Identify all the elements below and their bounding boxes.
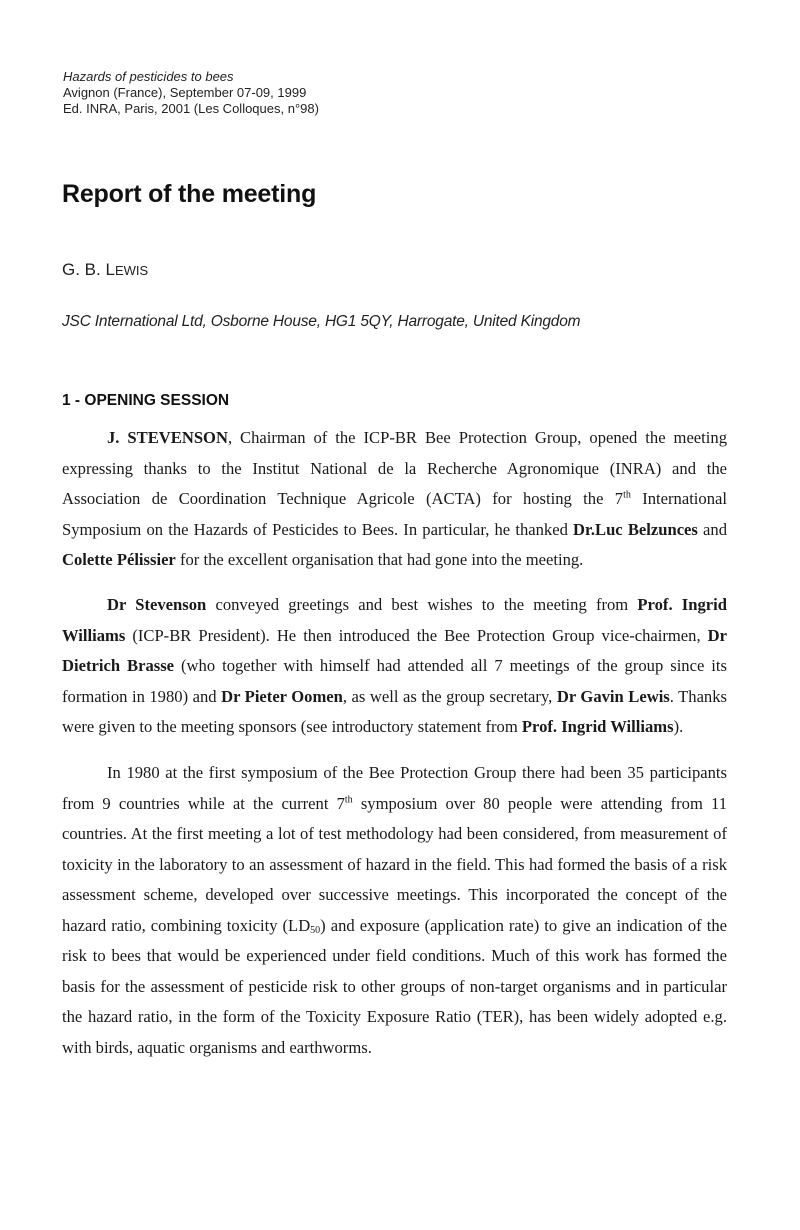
paragraph-text [62, 590, 727, 743]
emphasized-name: Dr Stevenson [107, 595, 207, 614]
series-title: Hazards of pesticides to bees [63, 69, 234, 84]
emphasized-name: Prof. Ingrid Williams [62, 595, 727, 645]
emphasized-name: Dr Dietrich Brasse [62, 625, 727, 675]
emphasized-name: Dr.Luc Belzunces [573, 519, 698, 539]
body-paragraph-1 [62, 423, 727, 576]
text-run: ). [673, 717, 684, 736]
emphasized-name: Colette Pélissier [62, 550, 176, 569]
author-surname-initial: L [105, 260, 115, 279]
article-title: Report of the meeting [62, 180, 317, 208]
superscript: th [344, 793, 353, 805]
author-initials: G. B. [62, 260, 106, 279]
text-run: for the excellent organisation that had gone into the meeting. [175, 550, 584, 569]
text-run: , as well as the group secretary, [342, 686, 557, 706]
body-paragraph-3 [62, 758, 727, 1063]
text-run: (ICP-BR President). He then introduced the Bee Protection Group vice-chairmen, [125, 625, 708, 645]
text-run: and [697, 519, 728, 539]
text-run: International Symposium on the Hazards of Pesticides to Bees. In particular, he thanked [62, 489, 727, 539]
paragraph-text [62, 758, 727, 1063]
text-run: , Chairman of the ICP-BR Bee Protection Group, opened the meeting expressing thanks to the Institut National de la Recherche Agronomique (INRA) and the Association de Coordination Technique Agricole (ACTA) for hosting the 7 [62, 428, 727, 508]
superscript: th [623, 489, 631, 501]
text-run: In 1980 at the first symposium of the Bee Protection Group there had been 35 participants from 9 countries while at the current 7 [62, 763, 727, 813]
edition-line: Ed. INRA, Paris, 2001 (Les Colloques, n°98) [63, 101, 319, 116]
venue-line: Avignon (France), September 07-09, 1999 [63, 85, 307, 100]
section-heading: 1 - OPENING SESSION [62, 392, 230, 409]
text-run: ) and exposure (application rate) to give an indication of the risk to bees that would be experienced under field conditions. Much of this work has formed the basis for the assessment of pesticide risk to other groups of non-target organisms and in particular the hazard ratio, in the form of the Toxicity Exposure Ratio (TER), has been widely adopted e.g. with birds, aquatic organisms and earthworms. [62, 915, 727, 1057]
author-surname-rest: EWIS [114, 263, 149, 278]
subscript: 50 [310, 924, 321, 936]
emphasized-name: J. STEVENSON [107, 428, 228, 447]
text-run: . Thanks were given to the meeting sponsors (see introductory statement from [62, 686, 727, 736]
paragraph-text [62, 423, 727, 576]
text-run: symposium over 80 people were attending from 11 countries. At the first meeting a lot of test methodology had been considered, from measurement of toxicity in the laboratory to an assessment of hazard in the field. This had formed the basis of a risk assessment scheme, developed over successive meetings. This incorporated the concept of the hazard ratio, combining toxicity (LD [62, 793, 727, 935]
emphasized-name: Prof. Ingrid Williams [521, 717, 674, 736]
text-run: (who together with himself had attended all 7 meetings of the group since its formation in 1980) and [62, 656, 727, 706]
author-name [62, 260, 148, 280]
text-run: conveyed greetings and best wishes to the meeting from [206, 595, 638, 614]
body-paragraph-2 [62, 590, 727, 743]
emphasized-name: Dr Gavin Lewis [556, 686, 670, 706]
emphasized-name: Dr Pieter Oomen [221, 686, 343, 706]
author-affiliation: JSC International Ltd, Osborne House, HG1 5QY, Harrogate, United Kingdom [62, 313, 581, 330]
publication-header [63, 69, 319, 117]
